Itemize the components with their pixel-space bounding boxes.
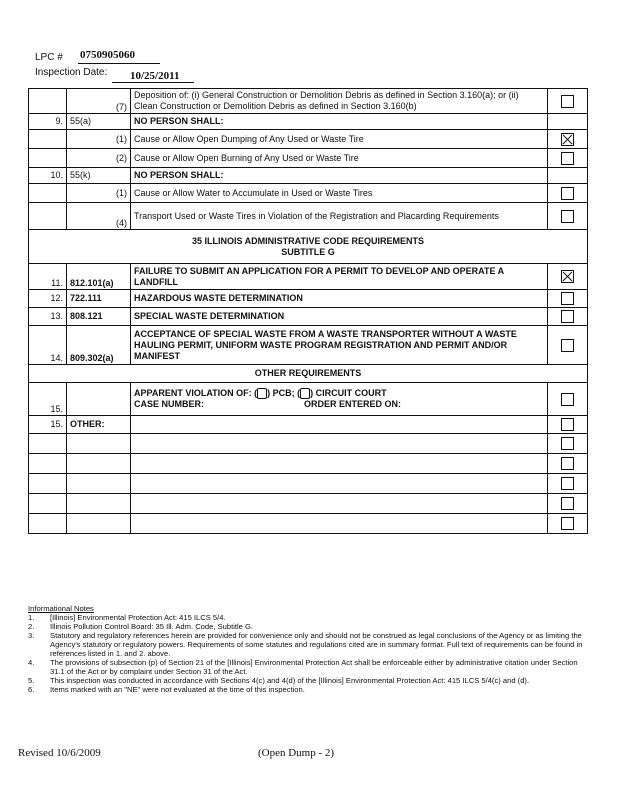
section-other-requirements xyxy=(29,365,588,383)
case-number-label: CASE NUMBER: xyxy=(134,399,205,410)
lpc-label: LPC # xyxy=(35,52,63,63)
pcb-label: PCB; xyxy=(272,387,295,398)
pcb-checkbox[interactable] xyxy=(257,388,267,399)
note-item: 2. Illinois Pollution Control Board: 35 Ill. Adm. Code, Subtitle G. xyxy=(28,622,254,631)
checkbox-row-12[interactable] xyxy=(561,292,574,305)
checkbox-row-9-2[interactable] xyxy=(561,152,574,165)
row-15-apparent-violation: 15. APPARENT VIOLATION OF: ( ) PCB; ( ) CIRCUIT COURT CASE NUMBER: ORDER ENTERED ON: xyxy=(29,383,588,416)
note-item: 3. Statutory and regulatory references herein are provided for convenience only and should not be construed as legal conclusions of the Agency or as limiting the Agency's statutory or regulatory powers. Requirements of some statutes and regulations cited are in summary format. Full text of requirements can be found in references listed in 1. and 2. above. xyxy=(28,631,583,658)
checkbox-row-7[interactable] xyxy=(561,95,574,108)
row-12: 12. 722.111 HAZARDOUS WASTE DETERMINATION xyxy=(29,290,588,308)
circuit-court-label: CIRCUIT COURT xyxy=(315,387,387,398)
row-10: 10. 55(k) NO PERSON SHALL: xyxy=(29,168,588,184)
checkbox-blank-5[interactable] xyxy=(561,517,574,530)
checkbox-row-15-other[interactable] xyxy=(561,418,574,431)
row-7: (7) Deposition of: (i) General Construction or Demolition Debris as defined in Section 3.160(a); or (ii) Clean Construction or Demolition Debris as defined in Section 3.160(b) xyxy=(29,89,588,114)
note-item: 5. This inspection was conducted in accordance with Sections 4(c) and 4(d) of the [Illinois] Environmental Protection Act: 415 ILCS 5/4(c) and (d). xyxy=(28,676,530,685)
order-entered-label: ORDER ENTERED ON: xyxy=(304,399,402,410)
checkbox-row-11-checked[interactable] xyxy=(561,270,574,283)
notes-title: Informational Notes xyxy=(28,604,94,613)
row-9-2: (2) Cause or Allow Open Burning of Any Used or Waste Tire xyxy=(29,149,588,168)
revised-date: Revised 10/6/2009 xyxy=(18,747,101,759)
row-13: 13. 808.121 SPECIAL WASTE DETERMINATION xyxy=(29,308,588,326)
checkbox-row-15-apparent[interactable] xyxy=(561,393,574,406)
blank-row-3 xyxy=(29,474,588,494)
blank-row-5 xyxy=(29,514,588,534)
checkbox-blank-1[interactable] xyxy=(561,437,574,450)
checkbox-row-10-1[interactable] xyxy=(561,187,574,200)
date-underline xyxy=(112,82,194,83)
checkbox-row-13[interactable] xyxy=(561,310,574,323)
other-requirements-title: OTHER REQUIREMENTS xyxy=(29,365,588,383)
informational-notes xyxy=(28,604,588,694)
section-35-subtitle: SUBTITLE G xyxy=(281,246,335,257)
row-14: 14. 809.302(a) ACCEPTANCE OF SPECIAL WASTE FROM A WASTE TRANSPORTER WITHOUT A WASTE HAULING PERMIT, UNIFORM WASTE PROGRAM REGISTRATION AND PERMIT AND/OR MANIFEST xyxy=(29,326,588,365)
page-label: (Open Dump - 2) xyxy=(258,747,335,759)
blank-row-4 xyxy=(29,494,588,514)
inspection-date-label: Inspection Date: xyxy=(35,67,108,78)
checkbox-row-9-1-checked[interactable] xyxy=(561,133,574,146)
checkbox-row-10-4[interactable] xyxy=(561,210,574,223)
row-9-1: (1) Cause or Allow Open Dumping of Any Used or Waste Tire xyxy=(29,130,588,149)
section-35-illinois xyxy=(29,230,588,264)
checkbox-blank-2[interactable] xyxy=(561,457,574,470)
blank-row-2 xyxy=(29,454,588,474)
row-11: 11. 812.101(a) FAILURE TO SUBMIT AN APPLICATION FOR A PERMIT TO DEVELOP AND OPERATE A LANDFILL xyxy=(29,264,588,290)
row-9: 9. 55(a) NO PERSON SHALL: xyxy=(29,114,588,130)
section-35-title: 35 ILLINOIS ADMINISTRATIVE CODE REQUIREMENTS xyxy=(191,235,425,246)
blank-row-1 xyxy=(29,434,588,454)
apparent-violation-label: APPARENT VIOLATION OF: xyxy=(134,387,252,398)
note-item: 4. The provisions of subsection (p) of Section 21 of the [Illinois] Environmental Protection Act shall be enforceable either by administrative citation under Section 31.1 of the Act or by complaint under Section 31 of the Act. xyxy=(28,658,578,676)
lpc-underline xyxy=(78,63,160,64)
checkbox-blank-3[interactable] xyxy=(561,477,574,490)
row-10-4: (4) Transport Used or Waste Tires in Violation of the Registration and Placarding Requirements xyxy=(29,203,588,230)
checkbox-row-14[interactable] xyxy=(561,339,574,352)
circuit-court-checkbox[interactable] xyxy=(300,388,310,399)
note-item: 1. [Illinois] Environmental Protection Act: 415 ILCS 5/4. xyxy=(28,613,226,622)
requirements-table xyxy=(28,88,588,534)
row-15-other: 15. OTHER: xyxy=(29,416,588,434)
note-item: 6. Items marked with an "NE" were not evaluated at the time of this inspection. xyxy=(28,685,305,694)
row-10-1: (1) Cause or Allow Water to Accumulate in Used or Waste Tires xyxy=(29,184,588,203)
checkbox-blank-4[interactable] xyxy=(561,497,574,510)
